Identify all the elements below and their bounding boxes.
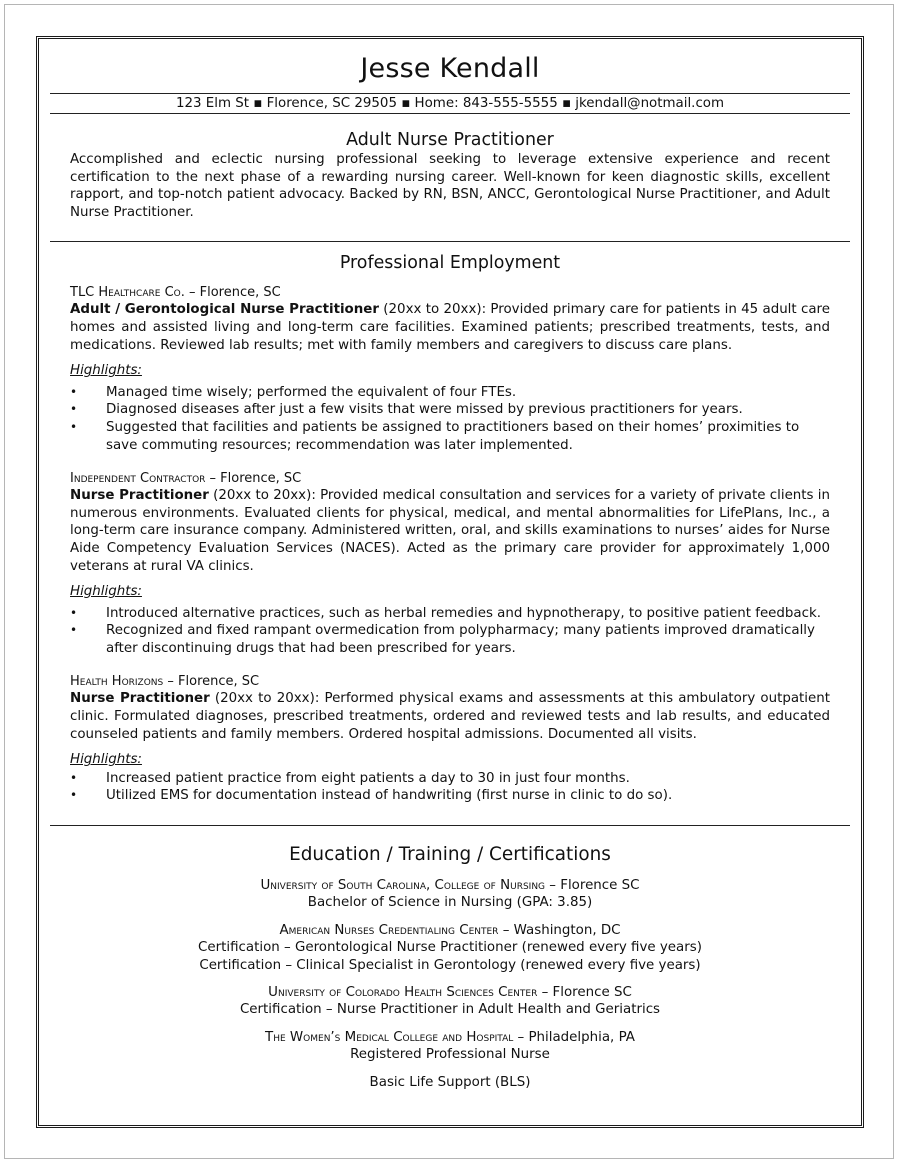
credential-line: Certification – Gerontological Nurse Practitioner (renewed every five years) [198, 940, 702, 956]
employer-name: Independent Contractor [70, 471, 206, 487]
job-details: (20xx to 20xx): Performed physical exams and assessments at this ambulatory outpatient clinic. Formulated diagnoses, prescribed treatments, ordered and reviewed tests and lab results, and educated counseled patients and family members. Ordered hospital admissions. Documented all visits. [70, 691, 830, 742]
institution-line [50, 877, 850, 894]
employer-location: – Florence, SC [184, 285, 281, 301]
job-description [70, 487, 830, 575]
highlights-label: Highlights: [70, 752, 142, 768]
education-entry [50, 984, 850, 1019]
employer-location: – Florence, SC [205, 471, 302, 487]
list-item: • Increased patient practice from eight patients a day to 30 in just four months. [70, 770, 830, 788]
education-entry [50, 877, 850, 912]
employer-line [70, 284, 830, 301]
employer-line [70, 470, 830, 487]
job-role: Nurse Practitioner [70, 488, 209, 504]
education-entry [50, 922, 850, 974]
list-item: • Diagnosed diseases after just a few visits that were missed by previous practitioners for years. [70, 401, 830, 419]
credential-line: Certification – Clinical Specialist in Gerontology (renewed every five years) [199, 957, 701, 973]
institution-location: – Florence SC [537, 985, 632, 1001]
job-entry [50, 673, 850, 805]
credential-line: Bachelor of Science in Nursing (GPA: 3.85) [307, 895, 593, 911]
employer-name: TLC Healthcare Co. [70, 285, 185, 301]
header-rule-bottom [50, 113, 850, 114]
candidate-name: Jesse Kendall [360, 53, 540, 84]
resume-page [50, 46, 850, 1091]
institution-location: – Philadelphia, PA [513, 1029, 635, 1045]
employment-title: Professional Employment [339, 253, 561, 274]
section-rule [50, 241, 850, 242]
institution-name: University of South Carolina, College of Nursing [260, 878, 546, 894]
job-role: Nurse Practitioner [70, 691, 210, 707]
institution-name: University of Colorado Health Sciences Center [268, 985, 538, 1001]
list-item: • Utilized EMS for documentation instead of handwriting (first nurse in clinic to do so). [70, 787, 830, 805]
institution-location: – Florence SC [545, 878, 640, 894]
credential-line: Certification – Nurse Practitioner in Adult Health and Geriatrics [239, 1002, 661, 1018]
institution-line [50, 984, 850, 1001]
job-role: Adult / Gerontological Nurse Practitioner [70, 302, 379, 318]
job-entry [50, 470, 850, 657]
highlights-list [70, 384, 830, 454]
list-item: • Introduced alternative practices, such as herbal remedies and hypnotherapy, to positive patient feedback. [70, 605, 830, 623]
job-details: (20xx to 20xx): Provided medical consultation and services for a variety of private clients in numerous environments. Evaluated clients for physical, medical, and mental abnormalities for LifePlans, Inc., a long-term care insurance company. Administered written, oral, and skills examinations to nurses’ aides for Nurse Aide Competency Evaluation Services (NACES). Acted as the primary care provider for approximately 1,000 veterans at rural VA clinics. [70, 488, 830, 574]
institution-name: The Women’s Medical College and Hospital [265, 1029, 514, 1045]
job-description [70, 690, 830, 743]
education-entry [50, 1029, 850, 1064]
list-item: • Managed time wisely; performed the equivalent of four FTEs. [70, 384, 830, 402]
summary-text: Accomplished and eclectic nursing professional seeking to leverage extensive experience and recent certification to the next phase of a rewarding nursing career. Well-known for keen diagnostic skills, excellent rapport, and top-notch patient advocacy. Backed by RN, BSN, ANCC, Gerontological Nurse Practitioner, and Adult Nurse Practitioner. [70, 152, 830, 220]
section-rule [50, 825, 850, 826]
employer-name: Health Horizons [70, 674, 164, 690]
employer-line [70, 673, 830, 690]
summary-title: Adult Nurse Practitioner [346, 130, 554, 150]
contact-line: 123 Elm St ▪ Florence, SC 29505 ▪ Home: 843-555-5555 ▪ jkendall@notmail.com [175, 96, 725, 111]
institution-line [50, 922, 850, 939]
job-description [70, 301, 830, 354]
highlights-label: Highlights: [70, 584, 142, 600]
employer-location: – Florence, SC [163, 674, 260, 690]
job-details: (20xx to 20xx): Provided primary care for patients in 45 adult care homes and assisted living and long-term care facilities. Examined patients; prescribed treatments, tests, and medications. Reviewed lab results; met with family members and caregivers to discuss care plans. [70, 302, 830, 353]
certification-extra: Basic Life Support (BLS) [369, 1074, 531, 1090]
institution-name: American Nurses Credentialing Center [279, 922, 499, 938]
institution-line [50, 1029, 850, 1046]
institution-location: – Washington, DC [498, 922, 621, 938]
credential-line: Registered Professional Nurse [350, 1047, 550, 1063]
highlights-list [70, 605, 830, 658]
list-item: • Recognized and fixed rampant overmedication from polypharmacy; many patients improved dramatically after discontinuing drugs that had been prescribed for years. [70, 622, 830, 657]
list-item: • Suggested that facilities and patients be assigned to practitioners based on their homes’ proximities to save commuting resources; recommendation was later implemented. [70, 419, 830, 454]
job-entry [50, 284, 850, 454]
highlights-list [70, 770, 830, 805]
education-title: Education / Training / Certifications [289, 844, 611, 866]
highlights-label: Highlights: [70, 363, 142, 379]
